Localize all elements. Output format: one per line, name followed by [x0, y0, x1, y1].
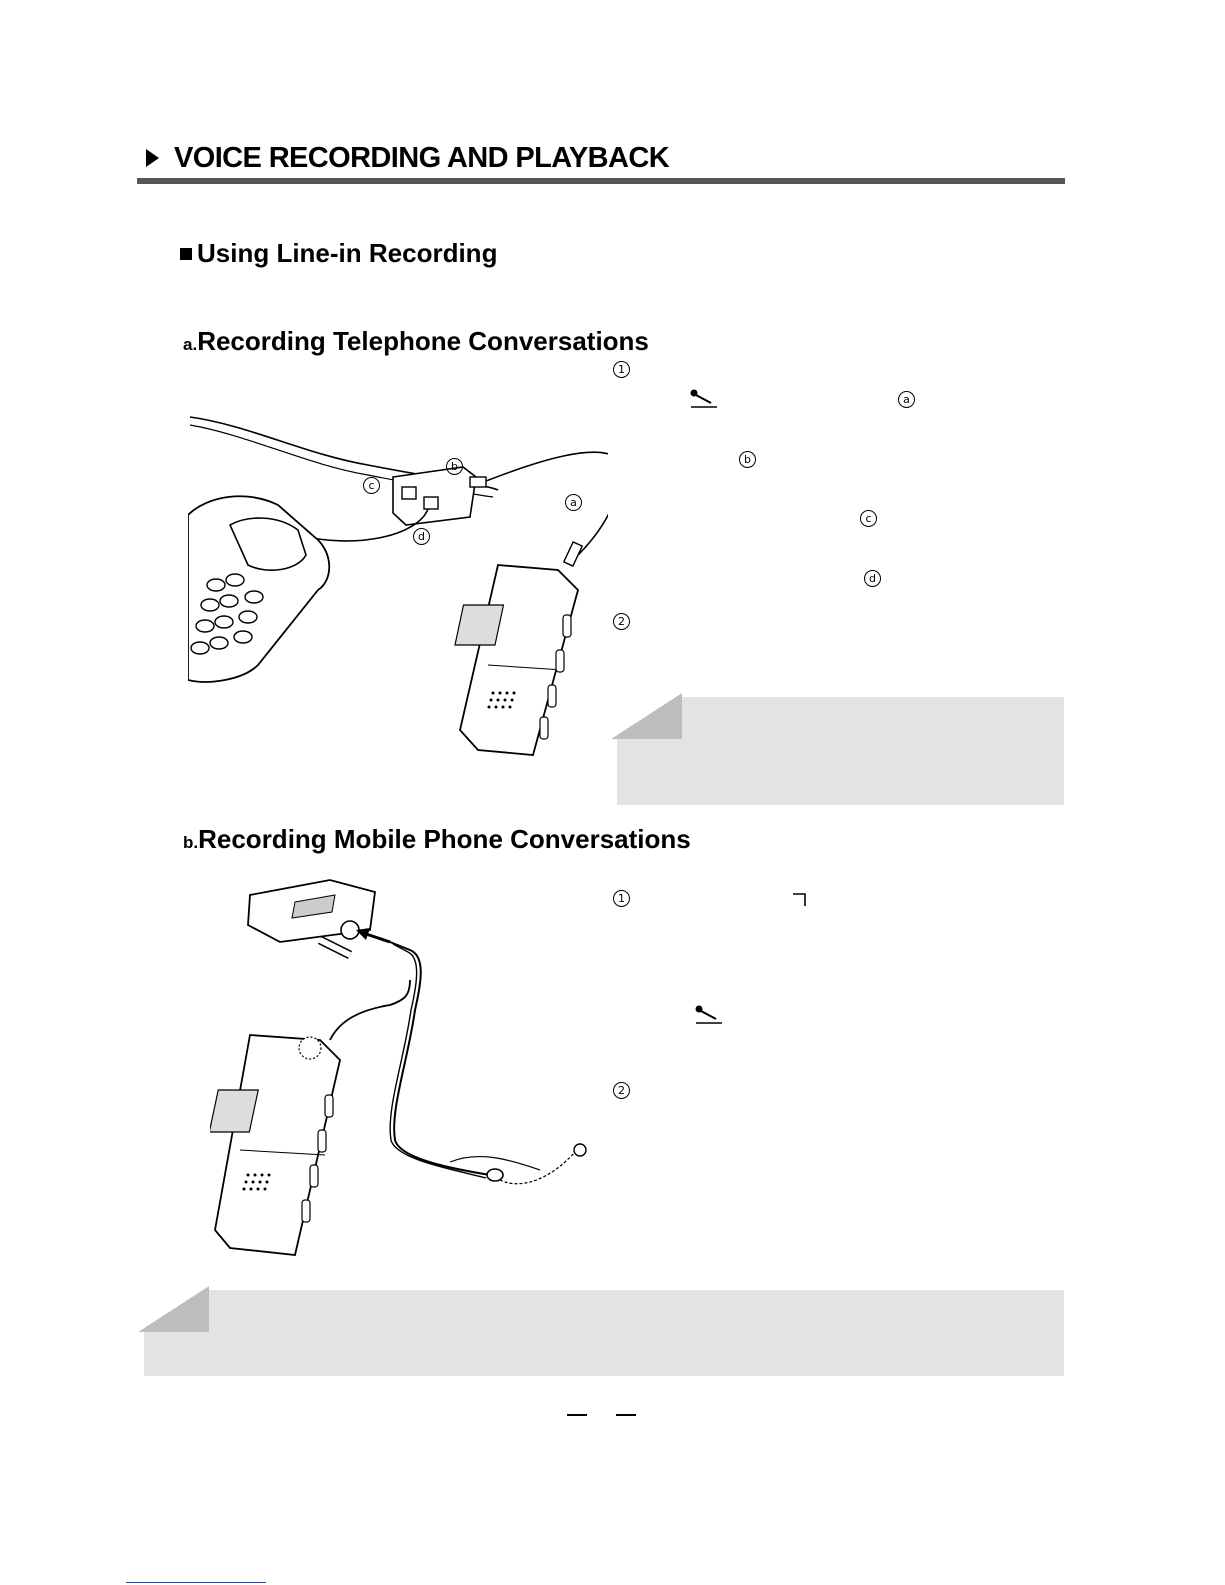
note-box-a [617, 697, 1064, 805]
subsection-b-heading: Recording Mobile Phone Conversations [198, 824, 691, 854]
step-1-marker-b: 1 [613, 890, 630, 907]
section-heading: Using Line-in Recording [197, 238, 498, 268]
page-title: VOICE RECORDING AND PLAYBACK [174, 142, 670, 174]
step-a-marker-a: a [898, 391, 915, 408]
note-corner-a [611, 693, 683, 741]
step-1-marker-a: 1 [613, 361, 630, 378]
callout-c: c [363, 477, 380, 494]
title-arrow-icon [146, 149, 159, 167]
square-bullet-icon [180, 248, 192, 260]
voice-recorder-device [455, 542, 582, 755]
title-rule [137, 178, 1065, 184]
desk-phone [188, 496, 329, 682]
note-corner-b [138, 1286, 210, 1334]
microphone-icon-b [694, 1003, 724, 1025]
callout-b: b [446, 458, 463, 475]
flip-phone [248, 880, 375, 955]
step-2-marker-b: 2 [613, 1082, 630, 1099]
telephone-connection-illustration [188, 405, 608, 770]
subsection-a-prefix: a. [183, 335, 198, 354]
step-a-marker-c: c [860, 510, 877, 527]
corner-bracket-icon [793, 893, 807, 907]
splitter-adapter [393, 467, 486, 525]
bottom-edge-line [126, 1582, 266, 1583]
subsection-a-heading: Recording Telephone Conversations [197, 326, 649, 356]
step-a-marker-b: b [739, 451, 756, 468]
subsection-b-title [183, 822, 691, 856]
note-box-b [144, 1290, 1064, 1376]
microphone-icon [689, 387, 719, 409]
step-2-marker-a: 2 [613, 613, 630, 630]
subsection-a-title [183, 324, 649, 358]
subsection-b-prefix: b. [183, 833, 199, 852]
footer-dash-left [567, 1414, 587, 1416]
callout-d: d [413, 528, 430, 545]
callout-a: a [565, 494, 582, 511]
voice-recorder-device-b [210, 1035, 340, 1255]
footer-dash-right [616, 1414, 636, 1416]
step-a-marker-d: d [864, 570, 881, 587]
mobile-connection-illustration [210, 870, 590, 1260]
